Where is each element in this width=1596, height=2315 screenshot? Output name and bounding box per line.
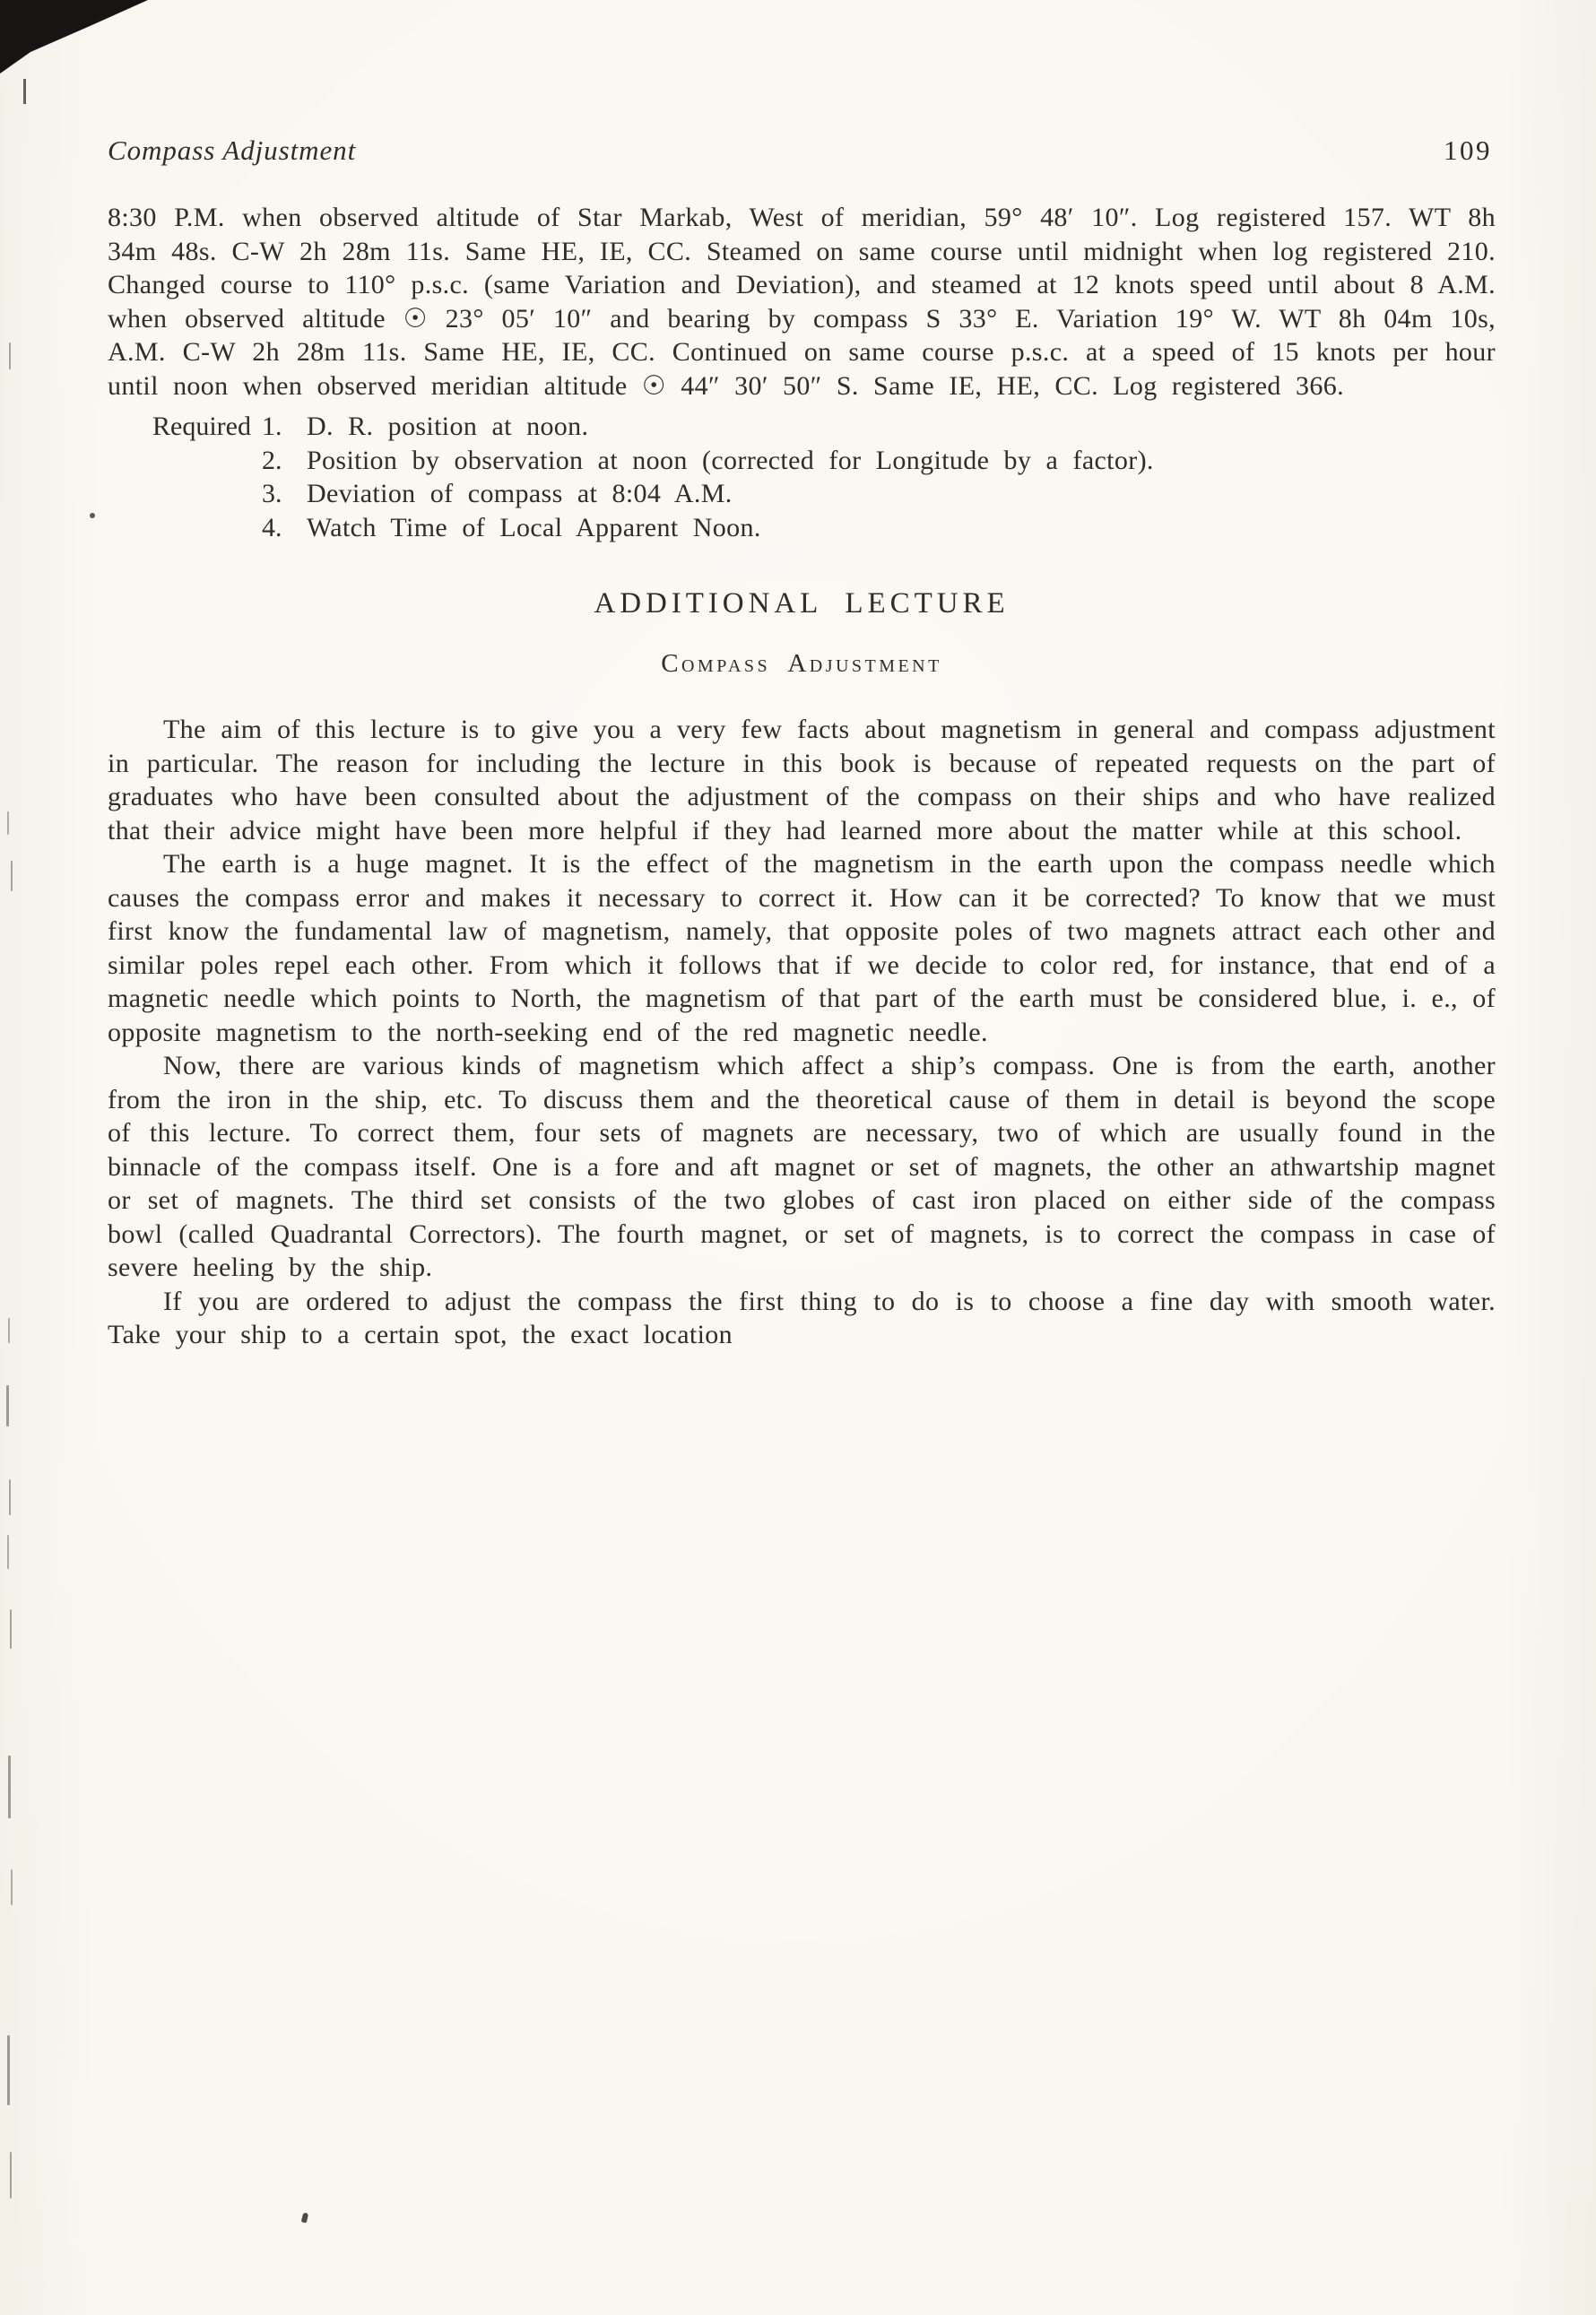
- required-item-text: Deviation of compass at 8:04 A.M.: [307, 479, 733, 508]
- page-content: [108, 134, 1496, 1352]
- scan-artifact: [11, 1869, 13, 1905]
- required-label: Required: [152, 412, 251, 441]
- scan-artifact: [6, 1385, 9, 1426]
- section-subheading: Compass Adjustment: [661, 649, 942, 678]
- body-paragraph-navigation: 8:30 P.M. when observed altitude of Star Markab, West of meridian, 59° 48′ 10″. Log registered 157. WT 8h 34m 48s. C-W 2h 28m 11s. Same HE, IE, CC. Steamed on same course until midnight when log registered 210. Changed course to 110° p.s.c. (same Variation and Deviation), and steamed at 12 knots speed until about 8 A.M. when observed altitude ☉ 23° 05′ 10″ and bearing by compass S 33° E. Variation 19° W. WT 8h 04m 10s, A.M. C-W 2h 28m 11s. Same HE, IE, CC. Continued on same course p.s.c. at a speed of 15 knots per hour until noon when observed meridian altitude ☉ 44″ 30′ 50″ S. Same IE, HE, CC. Log registered 366.: [108, 203, 1496, 401]
- scan-artifact: [8, 1756, 11, 1818]
- required-item-text: Watch Time of Local Apparent Noon.: [307, 512, 761, 542]
- required-item: [108, 444, 1496, 478]
- scan-artifact: [10, 2152, 12, 2198]
- scan-corner-artifact: [0, 0, 148, 74]
- page-header: [108, 134, 1496, 167]
- section-heading: ADDITIONAL LECTURE: [594, 587, 1010, 620]
- scan-artifact: [90, 513, 95, 518]
- required-item-number: 4.: [262, 512, 282, 542]
- scan-artifact: [11, 861, 13, 891]
- scan-artifact: [9, 342, 11, 369]
- scan-artifact: [8, 1318, 10, 1343]
- page-number: 109: [1444, 134, 1492, 166]
- scan-artifact: [7, 811, 9, 835]
- lecture-paragraph: Now, there are various kinds of magnetism which affect a ship’s compass. One is from the earth, another from the iron in the ship, etc. To discuss them and the theoretical cause of them in detail is beyond the scope of this lecture. To correct them, four sets of magnets are necessary, two of which are usually found in the binnacle of the compass itself. One is a fore and aft magnet or set of magnets, the other an athwartship magnet or set of magnets. The third set consists of the two globes of cast iron placed on either side of the compass bowl (called Quadrantal Correctors). The fourth magnet, or set of magnets, is to correct the compass in case of severe heeling by the ship.: [108, 1051, 1496, 1282]
- scan-artifact: [7, 1535, 9, 1569]
- running-title: Compass Adjustment: [108, 134, 357, 166]
- required-item-number: 1.: [262, 412, 282, 441]
- lecture-paragraph: The aim of this lecture is to give you a very few facts about magnetism in general and compass adjustment in particular. The reason for including the lecture in this book is because of repeated requests on the part of graduates who have been consulted about the adjustment of the compass on their ships and who have realized that their advice might have been more helpful if they had learned more about the matter while at this school.: [108, 715, 1496, 845]
- required-item-text: Position by observation at noon (corrected for Longitude by a factor).: [307, 445, 1154, 475]
- scan-artifact: [10, 1609, 12, 1649]
- scan-artifact: [7, 2035, 10, 2105]
- required-item-number: 3.: [262, 479, 282, 508]
- scan-artifact: [301, 2212, 308, 2223]
- scan-artifact: [9, 1479, 11, 1515]
- required-item-text: D. R. position at noon.: [307, 412, 589, 441]
- required-item-number: 2.: [262, 445, 282, 475]
- required-item: [108, 477, 1496, 511]
- required-item: [108, 410, 1496, 444]
- lecture-paragraph: The earth is a huge magnet. It is the effect of the magnetism in the earth upon the compass needle which causes the compass error and makes it necessary to correct it. How can it be corrected? To know that we must first know the fundamental law of magnetism, namely, that opposite poles of two magnets attract each other and similar poles repel each other. From which it follows that if we decide to color red, for instance, that end of a magnetic needle which points to North, the magnetism of that part of the earth must be considered blue, i. e., of opposite magnetism to the north-seeking end of the red magnetic needle.: [108, 849, 1496, 1047]
- required-item: [108, 511, 1496, 545]
- required-block: [108, 410, 1496, 544]
- scan-artifact: [23, 79, 26, 104]
- lecture-paragraph: If you are ordered to adjust the compass the first thing to do is to choose a fine day with smooth water. Take your ship to a certain spot, the exact location: [108, 1286, 1496, 1349]
